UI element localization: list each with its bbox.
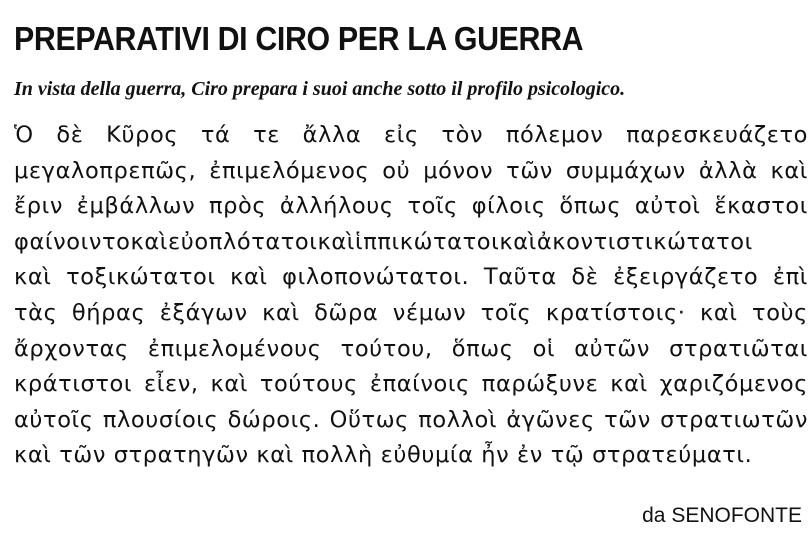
passage-line: καὶ τῶν στρατηγῶν καὶ πολλὴ εὐθυμία ἦν ἐν τῷ στρατεύματι. [14, 442, 753, 469]
subtitle: In vista della guerra, Ciro prepara i suoi anche sotto il profilo psicologico. [14, 78, 626, 100]
passage-line: μεγαλοπρεπῶς, ἐπιμελόμενος οὐ μόνον τῶν συμμάχων ἀλλὰ καὶ [14, 157, 808, 184]
source-attribution: da SENOFONTE [642, 504, 802, 527]
passage-line: φαίνοιντοκαὶεὐοπλότατοικαὶἱππικώτατοικαὶἀκοντιστικώτατοι [14, 228, 753, 255]
passage-line: αὐτοῖς πλουσίοις δώροις. Οὕτως πολλοὶ ἀγῶνες τῶν στρατιωτῶν [14, 406, 808, 433]
passage-line: Ὁ δὲ Κῦρος τά τε ἄλλα εἰς τὸν πόλεμον παρεσκευάζετο [14, 122, 808, 148]
page-title: PREPARATIVI DI CIRO PER LA GUERRA [14, 20, 584, 57]
passage-line: καὶ τοξικώτατοι καὶ φιλοπονώτατοι. Ταῦτα δὲ ἐξειργάζετο ἐπὶ [14, 264, 808, 291]
passage-line: ἄρχοντας ἐπιμελομένους τούτου, ὅπως οἱ αὐτῶν στρατιῶται [14, 335, 808, 362]
passage-line: κράτιστοι εἶεν, καὶ τούτους ἐπαίνοις παρώξυνε καὶ χαριζόμενος [14, 371, 808, 398]
passage-line: ἔριν ἐμβάλλων πρὸς ἀλλήλους τοῖς φίλοις ὅπως αὐτοὶ ἕκαστοι [14, 193, 808, 220]
greek-passage [14, 118, 808, 474]
passage-line: τὰς θήρας ἐξάγων καὶ δῶρα νέμων τοῖς κρατίστοις· καὶ τοὺς [14, 299, 808, 326]
